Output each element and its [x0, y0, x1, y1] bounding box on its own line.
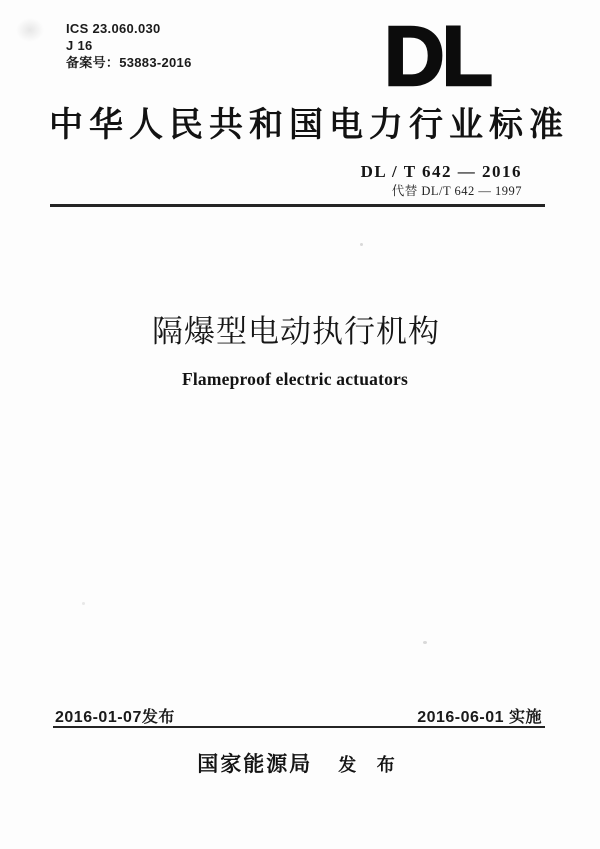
publish-verb: 发 布: [338, 755, 403, 775]
publisher-name: 国家能源局: [197, 752, 313, 776]
standard-title: 中华人民共和国电力行业标准: [49, 107, 569, 144]
scan-speck: [82, 602, 85, 605]
scan-speck: [423, 641, 427, 644]
document-title-cn: 隔爆型电动执行机构: [152, 314, 440, 349]
scan-speck: [360, 243, 363, 246]
meta-block: [66, 20, 192, 71]
record-number: 备案号：53883-2016: [66, 55, 192, 70]
standard-number-block: [361, 162, 522, 198]
doc-class-code: J 16: [66, 38, 93, 53]
issue-date: 2016-01-07发布: [55, 709, 175, 726]
standard-replaces: 代替 DL/T 642 — 1997: [391, 183, 522, 198]
implementation-date: 2016-06-01 实施: [417, 709, 542, 726]
bottom-divider: [53, 726, 545, 728]
standard-code: DL / T 642 — 2016: [360, 162, 522, 181]
publisher-row: [0, 748, 600, 778]
ics-code: ICS 23.060.030: [66, 21, 161, 36]
document-title-en: Flameproof electric actuators: [181, 369, 409, 389]
scan-smudge: [16, 18, 44, 42]
top-divider: [50, 204, 545, 207]
dates-row: [55, 704, 542, 727]
dl-logo: DL: [384, 9, 490, 103]
